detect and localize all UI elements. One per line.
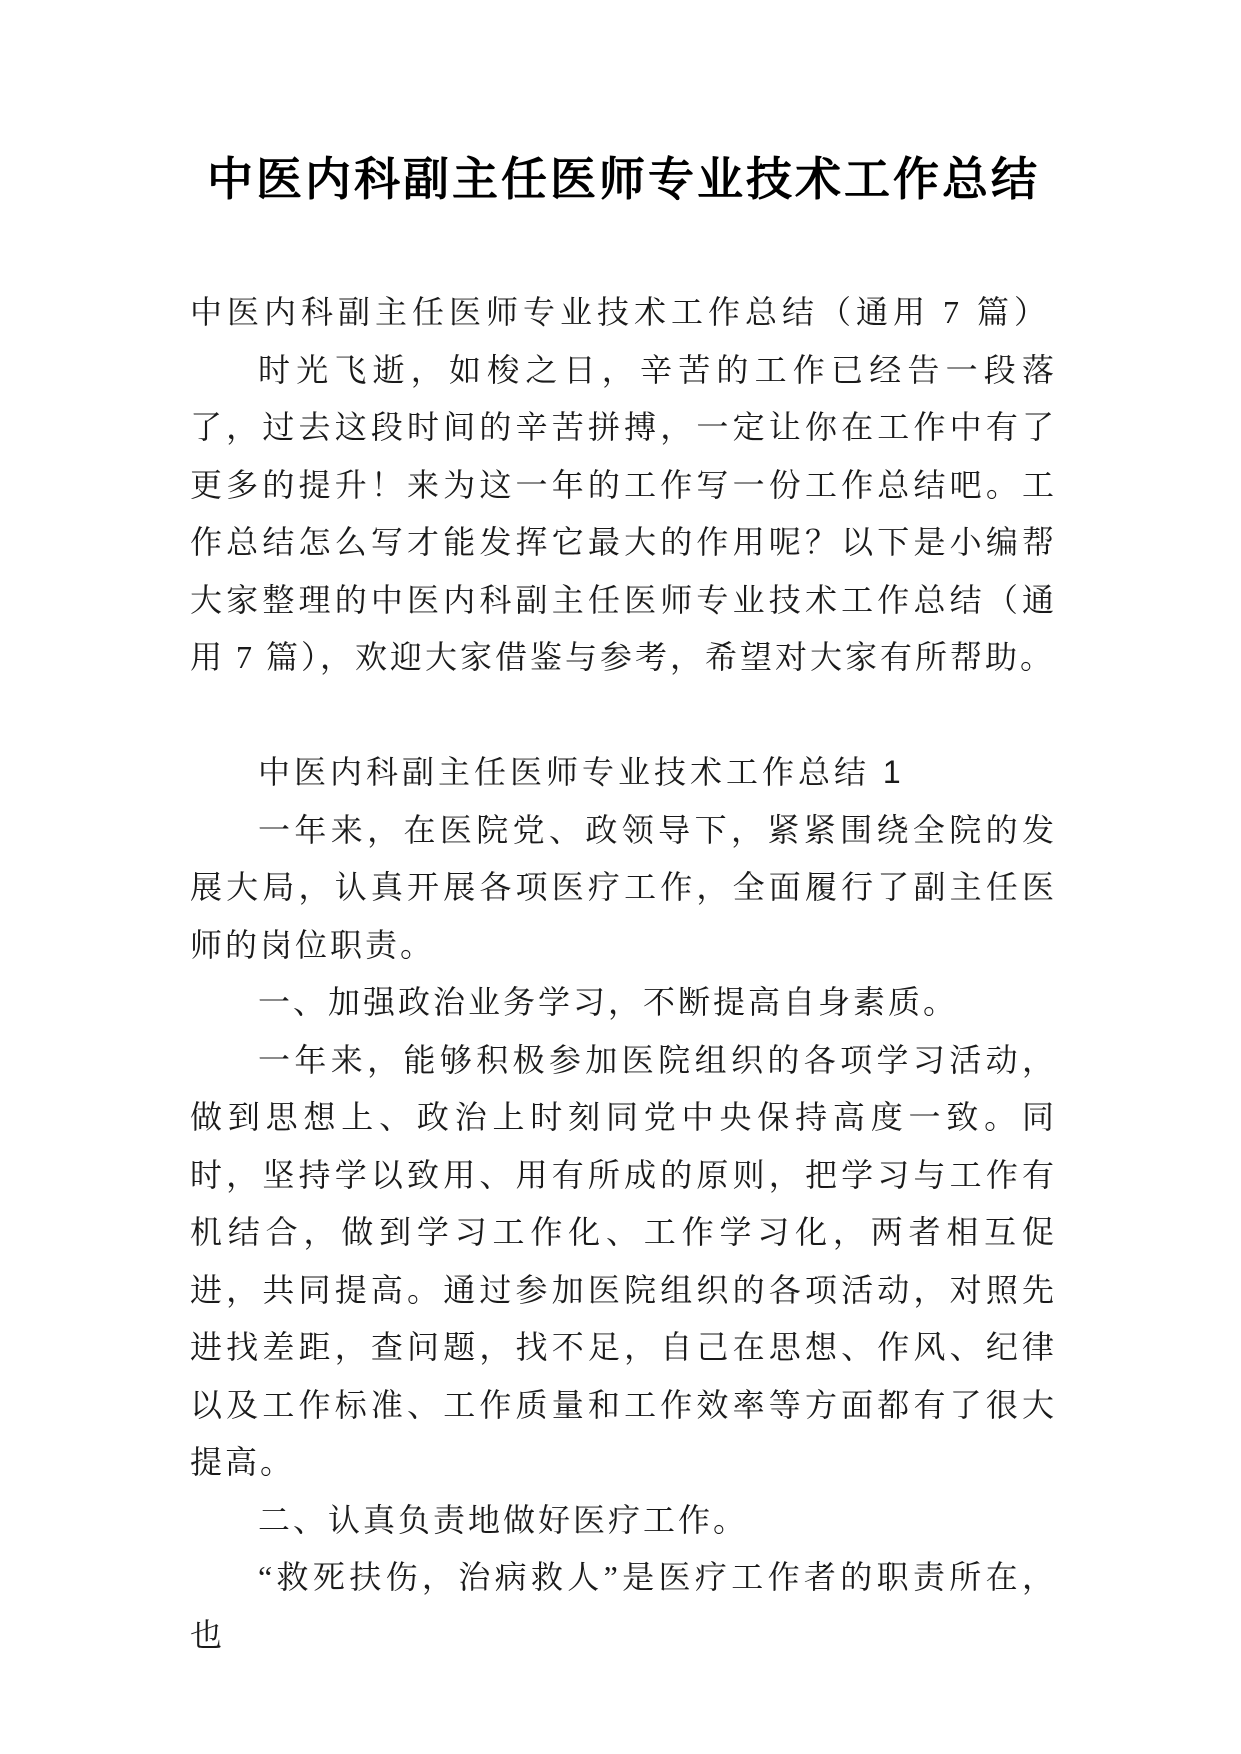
paragraph: 中医内科副主任医师专业技术工作总结（通用 7 篇） bbox=[190, 294, 1052, 330]
paragraph: 一年来，在医院党、政领导下，紧紧围绕全院的发展大局，认真开展各项医疗工作，全面履行了副主任医师的岗位职责。 bbox=[190, 811, 1057, 963]
document-title: 中医内科副主任医师专业技术工作总结 bbox=[207, 154, 1040, 205]
document-body bbox=[190, 284, 1057, 1664]
paragraph: “救死扶伤，治病救人”是医疗工作者的职责所在，也 bbox=[190, 1559, 1057, 1653]
paragraph: 时光飞逝，如梭之日，辛苦的工作已经告一段落了，过去这段时间的辛苦拼搏，一定让你在工作中有了更多的提升！来为这一年的工作写一份工作总结吧。工作总结怎么写才能发挥它最大的作用呢？以下是小编帮大家整理的中医内科副主任医师专业技术工作总结（通用 7 篇），欢迎大家借鉴与参考，希望对大家有所帮助。 bbox=[190, 351, 1057, 675]
paragraph: 一、加强政治业务学习，不断提高自身素质。 bbox=[258, 984, 959, 1020]
section-heading: 中医内科副主任医师专业技术工作总结 1 bbox=[258, 754, 905, 790]
blank-line bbox=[190, 687, 1057, 745]
paragraph: 二、认真负责地做好医疗工作。 bbox=[258, 1501, 749, 1538]
paragraph: 一年来，能够积极参加医院组织的各项学习活动，做到思想上、政治上时刻同党中央保持高度一致。同时，坚持学以致用、用有所成的原则，把学习与工作有机结合，做到学习工作化、工作学习化，两者相互促进，共同提高。通过参加医院组织的各项活动，对照先进找差距，查问题，找不足，自己在思想、作风、纪律以及工作标准、工作质量和工作效率等方面都有了很大提高。 bbox=[190, 1041, 1057, 1480]
